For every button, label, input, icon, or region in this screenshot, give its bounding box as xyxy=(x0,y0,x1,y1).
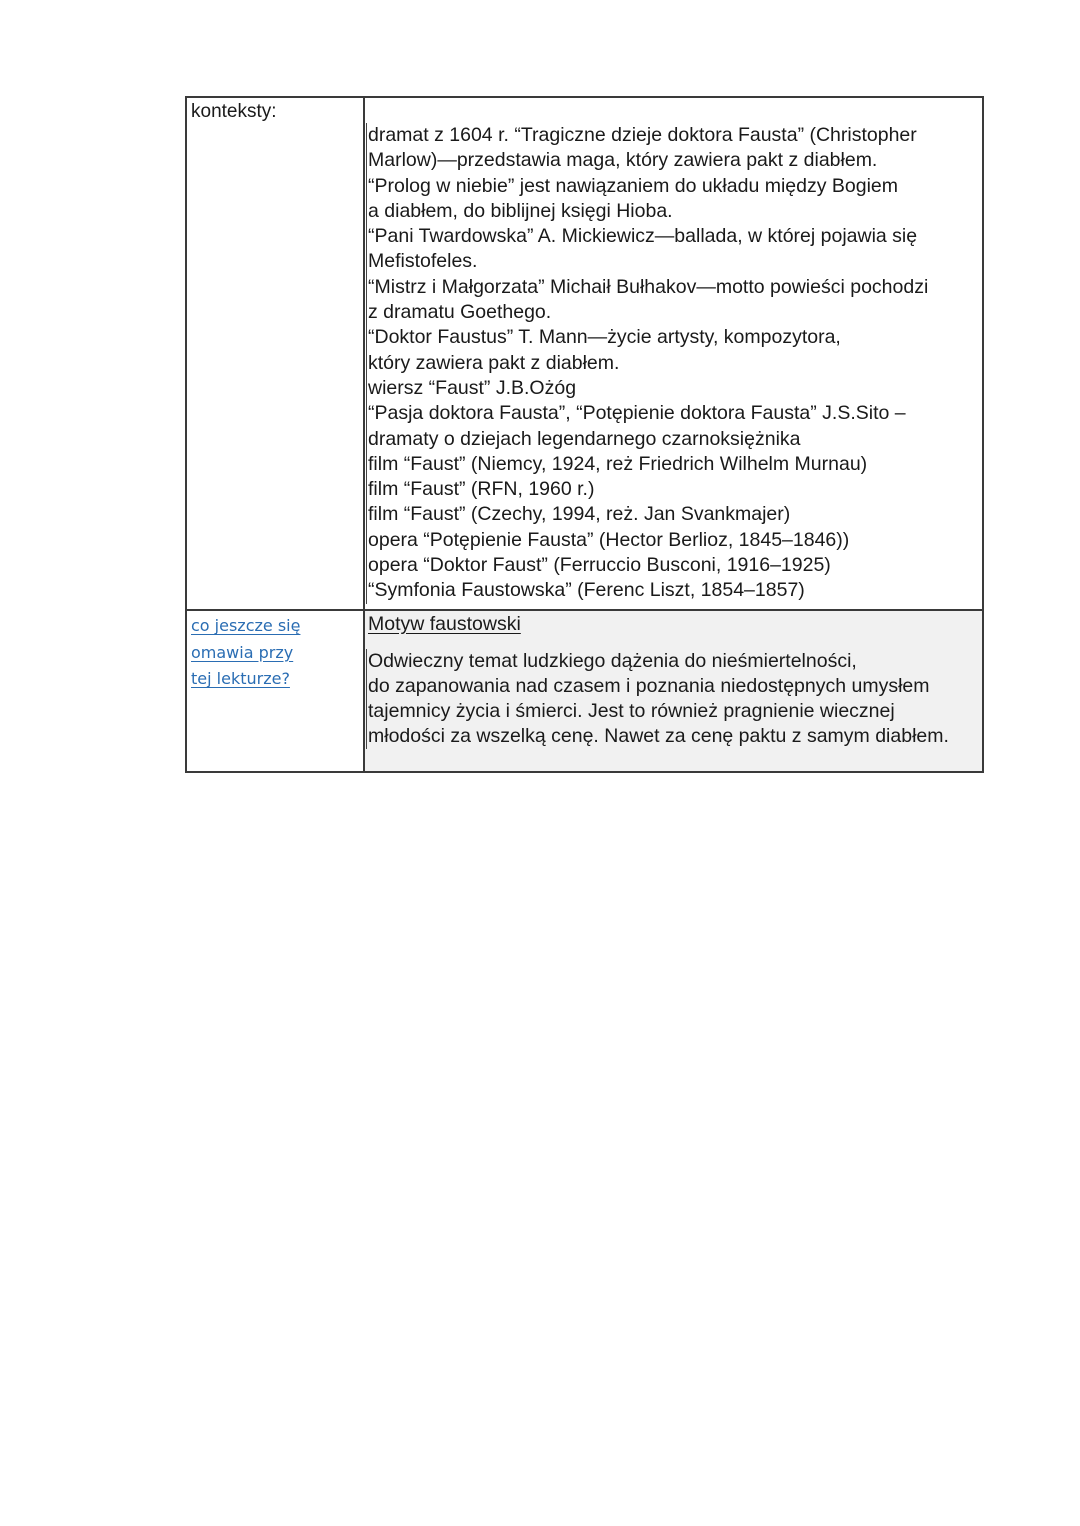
context-line: film “Faust” (Czechy, 1994, reż. Jan Svankmajer) xyxy=(366,502,980,527)
more-topics-link-line[interactable]: tej lekturze? xyxy=(191,669,290,688)
context-line: Mefistofeles. xyxy=(366,249,980,274)
context-line: wiersz “Faust” J.B.Ożóg xyxy=(366,376,980,401)
context-line: dramaty o dziejach legendarnego czarnoksiężnika xyxy=(366,427,980,452)
context-line: “Mistrz i Małgorzata” Michaił Bułhakov—motto powieści pochodzi xyxy=(366,275,980,300)
context-line: dramat z 1604 r. “Tragiczne dzieje doktora Fausta” (Christopher xyxy=(366,123,980,148)
more-topics-link-line[interactable]: co jeszcze się xyxy=(191,616,301,635)
context-line: film “Faust” (RFN, 1960 r.) xyxy=(366,477,980,502)
context-line: opera “Potępienie Fausta” (Hector Berlioz, 1845–1846)) xyxy=(366,528,980,553)
motif-line: tajemnicy życia i śmierci. Jest to również pragnienie wiecznej xyxy=(366,699,978,724)
context-line: “Pasja doktora Fausta”, “Potępienie doktora Fausta” J.S.Sito – xyxy=(366,401,980,426)
motif-description xyxy=(368,649,978,749)
motif-line: młodości za wszelką cenę. Nawet za cenę paktu z samym diabłem. xyxy=(366,724,978,749)
motif-title: Motyw faustowski xyxy=(368,613,521,635)
context-line: Marlow)—przedstawia maga, który zawiera pakt z diabłem. xyxy=(366,148,980,173)
context-line: który zawiera pakt z diabłem. xyxy=(366,351,980,376)
context-line: “Pani Twardowska” A. Mickiewicz—ballada, w której pojawia się xyxy=(366,224,980,249)
context-line: a diabłem, do biblijnej księgi Hioba. xyxy=(366,199,980,224)
more-topics-link[interactable] xyxy=(191,613,341,693)
context-line: “Symfonia Faustowska” (Ferenc Liszt, 1854–1857) xyxy=(366,578,980,603)
motif-line: do zapanowania nad czasem i poznania niedostępnych umysłem xyxy=(366,674,978,699)
context-line: opera “Doktor Faust” (Ferruccio Busconi, 1916–1925) xyxy=(366,553,980,578)
konteksty-label: konteksty: xyxy=(191,101,277,122)
context-line: film “Faust” (Niemcy, 1924, reż Friedrich Wilhelm Murnau) xyxy=(366,452,980,477)
row-divider xyxy=(187,609,982,611)
context-line: “Prolog w niebie” jest nawiązaniem do układu między Bogiem xyxy=(366,174,980,199)
context-line: “Doktor Faustus” T. Mann—życie artysty, kompozytora, xyxy=(366,325,980,350)
motif-line: Odwieczny temat ludzkiego dążenia do nieśmiertelności, xyxy=(366,649,978,674)
context-line: z dramatu Goethego. xyxy=(366,300,980,325)
context-list xyxy=(368,123,980,604)
more-topics-link-line[interactable]: omawia przy xyxy=(191,642,294,662)
content-table xyxy=(185,96,984,773)
column-divider xyxy=(363,98,365,771)
